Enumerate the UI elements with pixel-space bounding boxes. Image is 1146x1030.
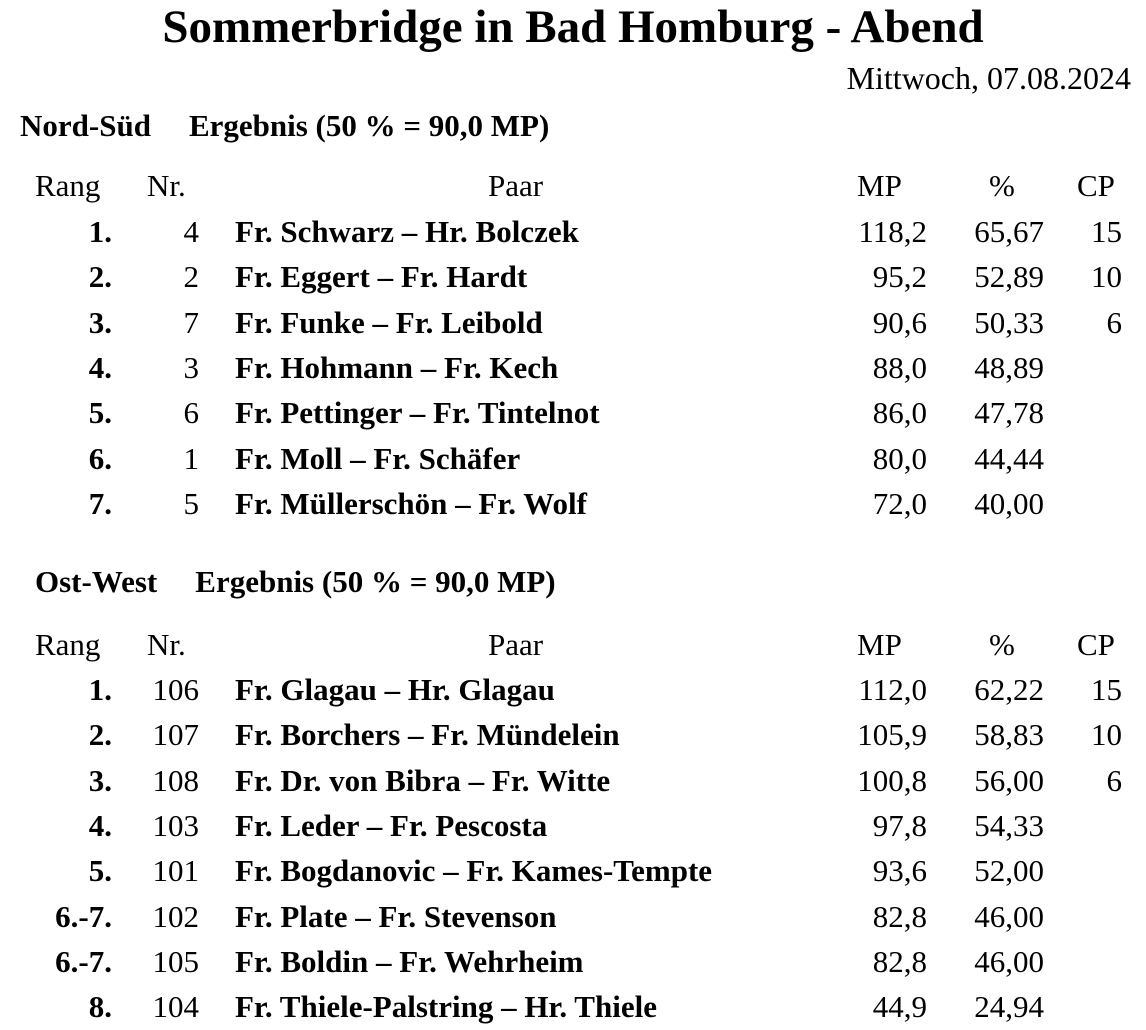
rank: 1. — [88, 214, 112, 249]
table-header-nord-sued — [0, 163, 1146, 208]
table-row — [0, 803, 1146, 848]
matchpoints: 82,8 — [872, 898, 927, 934]
percent: 58,83 — [974, 717, 1044, 753]
matchpoints: 90,6 — [872, 304, 927, 340]
table-row — [0, 984, 1146, 1029]
column-header-rang: Rang — [35, 627, 101, 662]
rank: 7. — [88, 485, 112, 521]
club-points: 6 — [1106, 762, 1122, 798]
pair-names: Fr. Eggert – Fr. Hardt — [235, 259, 528, 295]
matchpoints: 97,8 — [872, 807, 927, 843]
pair-names: Fr. Plate – Fr. Stevenson — [235, 898, 557, 934]
club-points: 15 — [1091, 214, 1122, 249]
section-heading-nord-sued — [20, 108, 549, 144]
table-row — [0, 345, 1146, 390]
table-row — [0, 758, 1146, 803]
rank: 2. — [88, 259, 112, 295]
percent: 50,33 — [974, 304, 1044, 340]
matchpoints: 93,6 — [872, 853, 927, 889]
event-date: Mittwoch, 07.08.2024 — [846, 60, 1131, 96]
matchpoints: 112,0 — [858, 672, 927, 707]
table-row — [0, 300, 1146, 345]
column-header-mp: MP — [857, 168, 902, 203]
rank: 1. — [88, 672, 112, 707]
pair-names: Fr. Funke – Fr. Leibold — [235, 304, 543, 340]
table-row — [0, 209, 1146, 254]
pair-names: Fr. Boldin – Fr. Wehrheim — [235, 943, 584, 979]
rank: 2. — [88, 717, 112, 753]
section-heading-ost-west — [35, 564, 556, 600]
pair-names: Fr. Moll – Fr. Schäfer — [235, 440, 521, 476]
section-result-label: Ergebnis (50 % = 90,0 MP) — [195, 564, 556, 599]
table-row — [0, 254, 1146, 299]
pair-number: 6 — [183, 395, 199, 431]
matchpoints: 88,0 — [872, 349, 927, 385]
table-row — [0, 436, 1146, 481]
table-row — [0, 390, 1146, 435]
pair-names: Fr. Thiele-Palstring – Hr. Thiele — [235, 989, 657, 1025]
percent: 54,33 — [974, 807, 1044, 843]
page-title: Sommerbridge in Bad Homburg - Abend — [162, 1, 984, 53]
pair-number: 7 — [183, 304, 199, 340]
column-header-nr: Nr. — [147, 627, 186, 662]
pair-number: 1 — [183, 440, 199, 476]
pair-number: 104 — [152, 989, 199, 1025]
table-row — [0, 481, 1146, 526]
column-header-cp: CP — [1077, 168, 1115, 203]
rank: 6. — [88, 440, 112, 476]
matchpoints: 105,9 — [857, 717, 927, 753]
column-header-nr: Nr. — [147, 168, 186, 203]
table-row — [0, 848, 1146, 893]
rank: 5. — [88, 853, 112, 889]
section-result-label: Ergebnis (50 % = 90,0 MP) — [188, 108, 550, 143]
column-header-mp: MP — [857, 627, 902, 662]
table-row — [0, 667, 1146, 712]
pair-names: Fr. Leder – Fr. Pescosta — [235, 807, 548, 843]
percent: 52,89 — [974, 259, 1044, 295]
column-header-percent: % — [989, 168, 1015, 203]
matchpoints: 118,2 — [858, 214, 927, 249]
pair-number: 101 — [152, 853, 199, 889]
matchpoints: 80,0 — [872, 440, 927, 476]
pair-number: 4 — [183, 214, 199, 249]
percent: 24,94 — [974, 989, 1044, 1025]
club-points: 10 — [1091, 717, 1122, 753]
pair-number: 105 — [152, 943, 199, 979]
percent: 56,00 — [974, 762, 1044, 798]
table-header-ost-west — [0, 622, 1146, 667]
percent: 52,00 — [974, 853, 1044, 889]
percent: 40,00 — [974, 485, 1044, 521]
pair-number: 2 — [183, 259, 199, 295]
pair-number: 107 — [152, 717, 199, 753]
pair-names: Fr. Dr. von Bibra – Fr. Witte — [235, 762, 611, 798]
pair-names: Fr. Borchers – Fr. Mündelein — [235, 717, 620, 753]
rank: 3. — [88, 304, 112, 340]
table-row — [0, 712, 1146, 757]
matchpoints: 86,0 — [872, 395, 927, 431]
pair-number: 3 — [183, 349, 199, 385]
percent: 44,44 — [974, 440, 1044, 476]
pair-number: 102 — [152, 898, 199, 934]
section-direction: Nord-Süd — [20, 108, 151, 143]
pair-number: 108 — [152, 762, 199, 798]
rank: 4. — [88, 807, 112, 843]
pair-names: Fr. Hohmann – Fr. Kech — [235, 349, 559, 385]
column-header-cp: CP — [1077, 627, 1115, 662]
pair-names: Fr. Pettinger – Fr. Tintelnot — [235, 395, 600, 431]
pair-number: 103 — [152, 807, 199, 843]
pair-number: 5 — [183, 485, 199, 521]
rank: 3. — [88, 762, 112, 798]
percent: 65,67 — [974, 214, 1044, 249]
section-direction: Ost-West — [35, 564, 158, 599]
column-header-percent: % — [989, 627, 1015, 662]
pair-names: Fr. Schwarz – Hr. Bolczek — [235, 214, 579, 249]
matchpoints: 72,0 — [872, 485, 927, 521]
pair-names: Fr. Müllerschön – Fr. Wolf — [235, 485, 587, 521]
percent: 62,22 — [974, 672, 1044, 707]
matchpoints: 82,8 — [872, 943, 927, 979]
club-points: 15 — [1091, 672, 1122, 707]
pair-names: Fr. Glagau – Hr. Glagau — [235, 672, 555, 707]
rank: 8. — [88, 989, 112, 1025]
percent: 46,00 — [974, 898, 1044, 934]
percent: 48,89 — [974, 349, 1044, 385]
percent: 46,00 — [974, 943, 1044, 979]
column-header-rang: Rang — [35, 168, 101, 203]
rank: 6.-7. — [55, 898, 112, 934]
percent: 47,78 — [974, 395, 1044, 431]
column-header-paar: Paar — [488, 168, 544, 203]
rank: 5. — [88, 395, 112, 431]
club-points: 10 — [1091, 259, 1122, 295]
pair-names: Fr. Bogdanovic – Fr. Kames-Tempte — [235, 853, 713, 889]
matchpoints: 44,9 — [872, 989, 927, 1025]
table-row — [0, 939, 1146, 984]
matchpoints: 100,8 — [857, 762, 927, 798]
column-header-paar: Paar — [488, 627, 544, 662]
club-points: 6 — [1106, 304, 1122, 340]
rank: 6.-7. — [55, 943, 112, 979]
table-row — [0, 894, 1146, 939]
matchpoints: 95,2 — [872, 259, 927, 295]
pair-number: 106 — [152, 672, 199, 707]
rank: 4. — [88, 349, 112, 385]
